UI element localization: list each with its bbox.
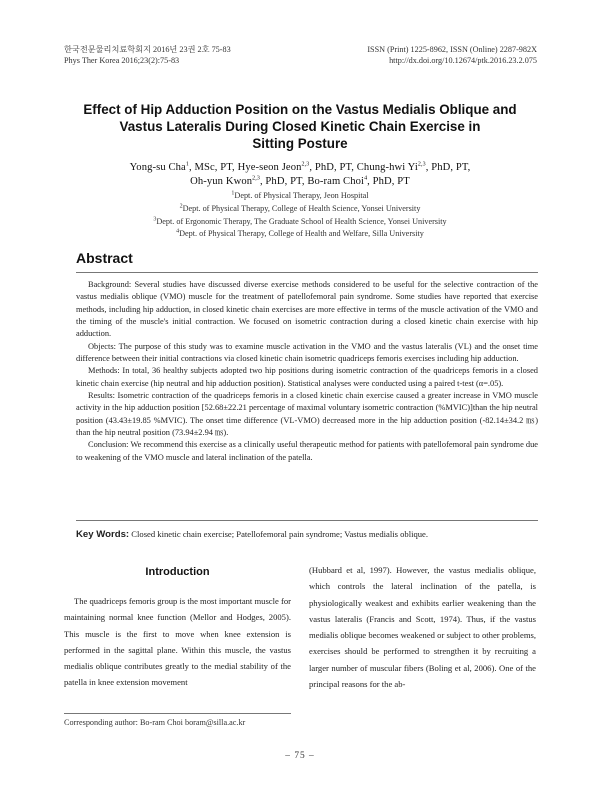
affiliation-item bbox=[40, 203, 560, 216]
title-line-1: Effect of Hip Adduction Position on the Vastus Medialis Oblique and bbox=[83, 102, 517, 117]
author-name: Bo-ram Choi bbox=[307, 176, 365, 187]
intro-left-column bbox=[64, 593, 291, 691]
abstract-methods: Methods: In total, 36 healthy subjects adopted two hip positions during isometric contraction of the quadriceps femoris in a closed kinetic chain exercise (hip neutral and hip adduction position). Statistical analyses were conducted using a paired t-test (α=.05). bbox=[76, 366, 538, 388]
affil-text: Dept. of Physical Therapy, College of Health and Welfare, Silla University bbox=[179, 229, 424, 239]
author-degrees: , MSc, PT, bbox=[188, 162, 238, 173]
affil-text: Dept. of Physical Therapy, Jeon Hospital bbox=[234, 191, 369, 200]
journal-korean-citation: 한국전문물리치료학회지 2016년 23권 2호 75-83 bbox=[64, 45, 231, 54]
article-title bbox=[40, 101, 560, 152]
author-affil-sup: 2,3 bbox=[301, 161, 310, 168]
affil-sup: 1 bbox=[231, 190, 235, 197]
keywords-label: Key Words: bbox=[76, 529, 130, 540]
author-line-2 bbox=[40, 175, 560, 189]
journal-header-right bbox=[367, 44, 537, 66]
author-affil-sup: 4 bbox=[364, 175, 368, 182]
abstract-top-divider bbox=[76, 272, 538, 273]
page-number: – 75 – bbox=[285, 751, 315, 761]
author-degrees: , PhD, PT, bbox=[309, 162, 357, 173]
abstract-background: Background: Several studies have discussed diverse exercise methods considered to be useful for the selective contraction of the vastus medialis oblique (VMO) muscle for the treatment of patellofemoral pain syndrome. Some studies have reported that exercise methods, including hip adduction, in closed kinetic chain exercises are more effective in terms of the muscle activation of the VMO and the timing of the muscle's initial contraction. We focused on isometric contraction during a closed kinetic chain exercise with hip adduction. bbox=[76, 280, 538, 339]
keywords bbox=[76, 528, 538, 541]
affiliation-list bbox=[40, 190, 560, 241]
author-name: Chung-hwi Yi bbox=[356, 162, 418, 173]
footnote-divider bbox=[64, 713, 291, 714]
intro-right-text: (Hubbard et al, 1997). However, the vastus medialis oblique, which controls the lateral inclination of the patella, is physiologically weakest and exhibits earlier weakening than the vastus lateralis (Francis and Scott, 1974). Thus, if the vastus medialis oblique becomes weakened or subject to other problems, exercises should be performed to strengthen it by recruiting a larger number of muscular fibers (Boling et al, 2006). One of the principal reasons for the ab- bbox=[309, 565, 536, 690]
affiliation-item bbox=[40, 190, 560, 203]
title-line-2: Vastus Lateralis During Closed Kinetic Chain Exercise in bbox=[119, 119, 481, 134]
journal-header-left bbox=[64, 44, 231, 66]
introduction-heading: Introduction bbox=[145, 566, 210, 578]
author-affil-sup: 2,3 bbox=[252, 175, 260, 182]
affil-sup: 3 bbox=[153, 215, 157, 222]
abstract-body bbox=[76, 279, 538, 464]
author-degrees: , PhD, PT, bbox=[259, 176, 308, 187]
affil-text: Dept. of Ergonomic Therapy, The Graduate School of Health Science, Yonsei University bbox=[156, 216, 447, 226]
abstract-conclusion: Conclusion: We recommend this exercise as a clinically useful therapeutic method for patients with patellofemoral pain syndrome due to weakening of the VMO muscle and lateral inclination of the patella. bbox=[76, 440, 538, 462]
intro-right-column bbox=[309, 562, 536, 692]
corresponding-author-footnote: Corresponding author: Bo-ram Choi boram@silla.ac.kr bbox=[64, 718, 246, 727]
issn-line: ISSN (Print) 1225-8962, ISSN (Online) 2287-982X bbox=[367, 45, 537, 54]
affil-sup: 4 bbox=[176, 228, 180, 235]
affil-text: Dept. of Physical Therapy, College of Health Science, Yonsei University bbox=[182, 203, 421, 213]
abstract-heading: Abstract bbox=[76, 250, 133, 266]
abstract-objects: Objects: The purpose of this study was to examine muscle activation in the VMO and the vastus lateralis (VL) and the onset time difference between their initial contractions via closed kinetic chain isometric quadriceps femoris exercises including hip adduction. bbox=[76, 341, 538, 364]
journal-english-citation: Phys Ther Korea 2016;23(2):75-83 bbox=[64, 56, 180, 65]
author-degrees: , PhD, PT, bbox=[425, 162, 471, 173]
author-affil-sup: 1 bbox=[185, 161, 189, 168]
affiliation-item bbox=[40, 228, 560, 241]
affiliation-item bbox=[40, 216, 560, 229]
keywords-text: Closed kinetic chain exercise; Patellofemoral pain syndrome; Vastus medialis oblique. bbox=[129, 529, 429, 539]
author-name: Hye-seon Jeon bbox=[237, 162, 302, 173]
author-line-1 bbox=[40, 161, 560, 175]
title-line-3: Sitting Posture bbox=[252, 136, 348, 151]
doi-link[interactable]: http://dx.doi.org/10.12674/ptk.2016.23.2.075 bbox=[389, 56, 537, 65]
author-name: Oh-yun Kwon bbox=[190, 176, 253, 187]
author-list bbox=[40, 161, 560, 189]
intro-left-text: The quadriceps femoris group is the most important muscle for maintaining normal knee function (Mellor and Hodges, 2005). This muscle is the first to move when knee extension is performed in the sagittal plane. Within this muscle, the vastus medialis oblique contributes greatly to the medial stability of the patella in knee extension movement bbox=[64, 596, 291, 688]
affil-sup: 2 bbox=[179, 203, 183, 210]
abstract-results: Results: Isometric contraction of the quadriceps femoris in a closed kinetic chain exercise caused a greater increase in VMO muscle activity in the hip adduction position [52.68±22.21 percentage of maximal voluntary isometric contraction (%MVIC)]than the hip neutral position (43.43±19.85 %MVIC). The onset time difference (VL-VMO) decreased more in the hip adduction position (-82.14±34.2 ㎳) than the hip neutral position (73.94±2.94 ㎳). bbox=[76, 391, 538, 438]
author-name: Yong-su Cha bbox=[129, 162, 186, 173]
abstract-bottom-divider bbox=[76, 520, 538, 521]
author-degrees: , PhD, PT bbox=[367, 176, 410, 187]
author-affil-sup: 2,3 bbox=[417, 161, 426, 168]
